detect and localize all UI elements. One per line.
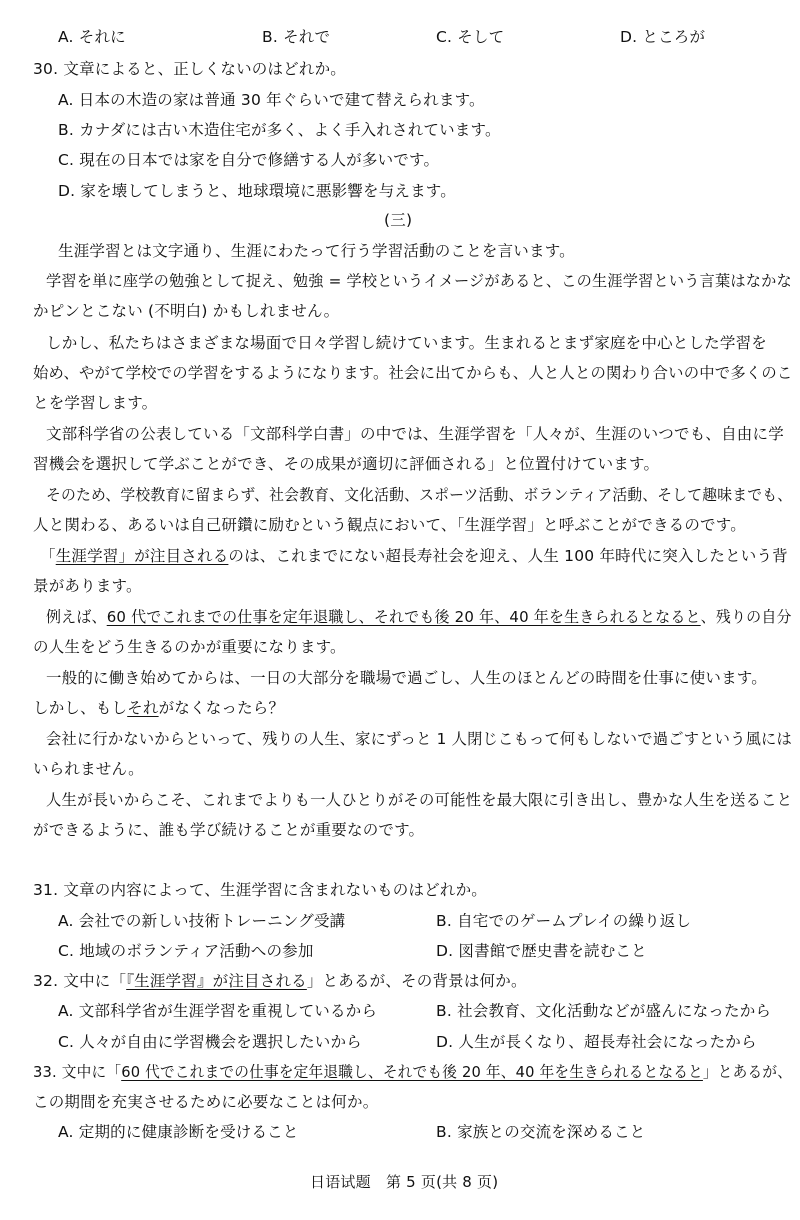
q30-option-b: B. カナダには古い木造住宅が多く、よく手入れされています。 (58, 121, 501, 139)
passage-line: そのため、学校教育に留まらず、社会教育、文化活動、スポーツ活動、ボランティア活動、そして趣味までも、 (46, 486, 793, 504)
question-text: 32. 文中に「 (33, 972, 127, 990)
passage-line (46, 607, 792, 627)
q33-stem-line2: この期間を充実させるために必要なことは何か。 (33, 1093, 379, 1111)
passage-text: のは、これまでにない超長寿社会を迎え、人生 100 年時代に突入したという背 (228, 547, 788, 565)
passage-line (33, 698, 284, 718)
passage-text: しかし、もし (33, 699, 128, 717)
section-marker: (三) (384, 211, 413, 229)
underlined-phrase: 『生涯学習』が注目される (126, 972, 307, 990)
q33-stem (33, 1062, 792, 1082)
q31-stem: 31. 文章の内容によって、生涯学習に含まれないものはどれか。 (33, 881, 487, 899)
passage-line: いられません。 (33, 760, 144, 778)
passage-line: 人と関わる、あるいは自己研鑽に励むという観点において、「生涯学習」と呼ぶことができるのです。 (33, 516, 746, 534)
q31-option-a: A. 会社での新しい技術トレーニング受講 (58, 912, 346, 930)
q30-option-a: A. 日本の木造の家は普通 30 年ぐらいで建て替えられます。 (58, 91, 485, 109)
question-text: 」とあるが、その背景は何か。 (306, 972, 527, 990)
underlined-phrase: 60 代でこれまでの仕事を定年退職し、それでも後 20 年、40 年を生きられるとなると (121, 1063, 703, 1081)
q29-option-c: C. そして (436, 28, 505, 46)
q32-option-b: B. 社会教育、文化活動などが盛んになったから (436, 1002, 772, 1020)
question-text: 33. 文中に「 (33, 1063, 122, 1081)
q29-option-b: B. それで (262, 28, 331, 46)
passage-text: 「 (40, 547, 56, 565)
passage-line: 景があります。 (33, 577, 142, 595)
passage-line: しかし、私たちはさまざまな場面で日々学習し続けています。生まれるとまず家庭を中心とした学習を (46, 334, 767, 352)
q32-stem (33, 971, 527, 991)
passage-line: 文部科学省の公表している「文部科学白書」の中では、生涯学習を「人々が、生涯のいつでも、自由に学 (46, 425, 784, 443)
q31-option-d: D. 図書館で歴史書を読むこと (436, 942, 647, 960)
passage-line: 習機会を選択して学ぶことができ、その成果が適切に評価される」と位置付けています。 (33, 455, 660, 473)
underlined-phrase: それ (127, 699, 159, 717)
q33-option-b: B. 家族との交流を深めること (436, 1123, 646, 1141)
passage-line: かピンとこない (不明白) かもしれません。 (33, 302, 340, 320)
q29-option-a: A. それに (58, 28, 126, 46)
passage-line (40, 546, 788, 566)
q30-stem: 30. 文章によると、正しくないのはどれか。 (33, 60, 346, 78)
passage-text: がなくなったら？ (158, 699, 285, 717)
passage-line: 一般的に働き始めてからは、一日の大部分を職場で過ごし、人生のほとんどの時間を仕事に使います。 (46, 669, 767, 687)
passage-line: 会社に行かないからといって、残りの人生、家にずっと 1 人閉じこもって何もしないで過ごすという風には (46, 730, 793, 748)
q32-option-a: A. 文部科学省が生涯学習を重視しているから (58, 1002, 378, 1020)
passage-line: 生涯学習とは文字通り、生涯にわたって行う学習活動のことを言います。 (58, 242, 575, 260)
passage-line: 学習を単に座学の勉強として捉え、勉強 = 学校というイメージがあると、この生涯学習という言葉はなかな (46, 272, 792, 290)
underlined-phrase: 60 代でこれまでの仕事を定年退職し、それでも後 20 年、40 年を生きられるとなると (106, 608, 701, 626)
page-footer: 日语试题 第 5 页(共 8 页) (310, 1173, 499, 1191)
q29-option-d: D. ところが (620, 28, 706, 46)
underlined-phrase: 生涯学習」が注目される (55, 547, 229, 565)
passage-line: の人生をどう生きるのかが重要になります。 (33, 638, 346, 656)
q30-option-d: D. 家を壊してしまうと、地球環境に悪影響を与えます。 (58, 182, 456, 200)
q33-option-a: A. 定期的に健康診断を受けること (58, 1123, 299, 1141)
passage-line: 始め、やがて学校での学習をするようになります。社会に出てからも、人と人との関わり合いの中で多くのこ (33, 364, 793, 382)
q32-option-d: D. 人生が長くなり、超長寿社会になったから (436, 1033, 757, 1051)
question-text: 」とあるが、 (702, 1063, 793, 1081)
passage-line: とを学習します。 (33, 394, 158, 412)
passage-line: 人生が長いからこそ、これまでよりも一人ひとりがその可能性を最大限に引き出し、豊かな人生を送ること (46, 791, 793, 809)
passage-text: 例えば、 (46, 608, 107, 626)
passage-line: ができるように、誰も学び続けることが重要なのです。 (33, 821, 425, 839)
q31-option-c: C. 地域のボランティア活動への参加 (58, 942, 314, 960)
q32-option-c: C. 人々が自由に学習機会を選択したいから (58, 1033, 362, 1051)
q30-option-c: C. 現在の日本では家を自分で修繕する人が多いです。 (58, 151, 440, 169)
passage-text: 、残りの自分 (700, 608, 792, 626)
q31-option-b: B. 自宅でのゲームプレイの繰り返し (436, 912, 692, 930)
